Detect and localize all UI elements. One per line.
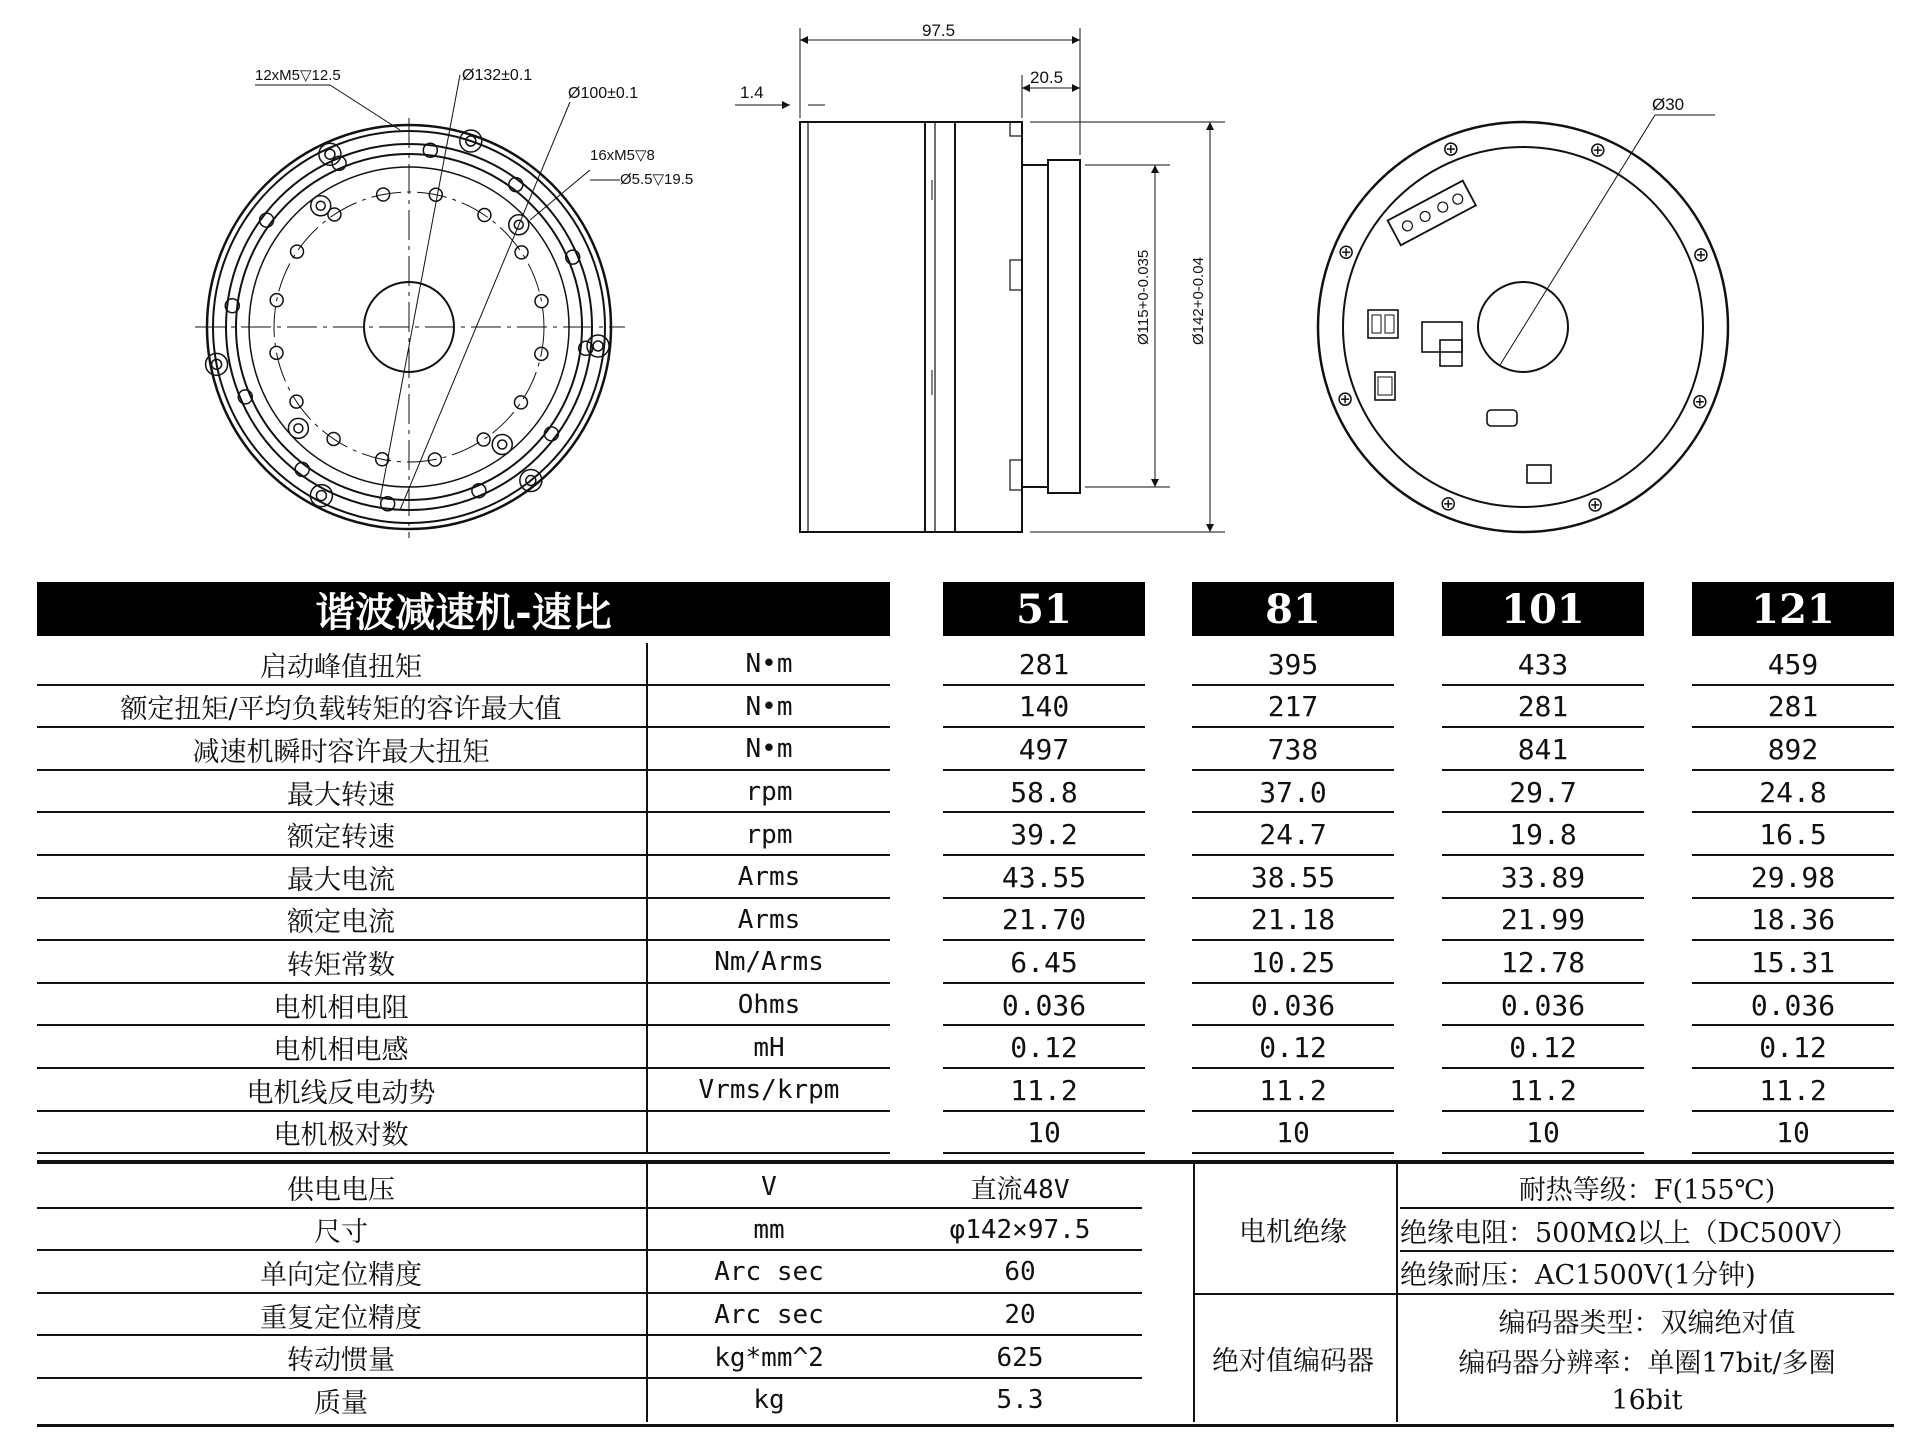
param-value: 11.2 [1010, 1073, 1078, 1107]
param-name: 电机相电感 [273, 1035, 409, 1067]
mounting-hole [509, 178, 523, 192]
param-value: 37.0 [1259, 775, 1327, 809]
param-name: 电机相电阻 [273, 992, 409, 1024]
spec-unit: Arc sec [714, 1257, 824, 1288]
param-value: 281 [1018, 647, 1070, 681]
param-unit [648, 1112, 890, 1155]
inner-hole [515, 246, 528, 259]
side-shaft-label: 20.5 [1030, 68, 1064, 87]
param-value: 19.8 [1509, 818, 1577, 852]
spec-unit: kg*mm^2 [714, 1342, 824, 1373]
param-value: 18.36 [1750, 903, 1836, 937]
param-value: 29.7 [1509, 775, 1577, 809]
param-unit: rpm [745, 777, 793, 808]
spec-value: 5.3 [996, 1385, 1044, 1416]
param-value: 0.036 [1001, 988, 1087, 1022]
param-name: 转矩常数 [287, 949, 395, 981]
column-divider [646, 1164, 648, 1422]
counterbore-hole-inner [593, 341, 603, 351]
front-view [195, 75, 625, 538]
param-value: 21.18 [1250, 903, 1336, 937]
back-view [1318, 115, 1728, 532]
param-value: 21.70 [1001, 903, 1087, 937]
row-rule [943, 1152, 1145, 1154]
param-name: 电机线反电动势 [246, 1077, 436, 1109]
param-value: 0.12 [1259, 1031, 1327, 1065]
spec-unit: Arc sec [714, 1300, 824, 1331]
back-dia-30-label: Ø30 [1652, 95, 1685, 114]
param-value: 738 [1267, 732, 1319, 766]
param-value: 24.8 [1759, 775, 1827, 809]
param-value: 0.036 [1250, 988, 1336, 1022]
param-name: 电机极对数 [273, 1120, 409, 1152]
param-value: 140 [1018, 690, 1070, 724]
param-value: 43.55 [1001, 860, 1087, 894]
insulation-label: 电机绝缘 [1239, 1217, 1347, 1248]
lower-rule [1400, 1207, 1894, 1209]
spec-name: 质量 [314, 1387, 368, 1419]
param-unit: N•m [745, 691, 793, 722]
param-unit: Arms [737, 862, 801, 893]
inner-hole [514, 396, 527, 409]
param-value: 10 [1027, 1116, 1061, 1150]
encoder-line-1: 编码器分辨率：单圈17bit/多圈 [1458, 1347, 1836, 1379]
row-rule [37, 1152, 890, 1154]
param-name: 最大转速 [287, 779, 395, 811]
param-value: 841 [1517, 732, 1569, 766]
ratio-header-1: 81 [1192, 582, 1394, 636]
param-value: 39.2 [1010, 818, 1078, 852]
insulation-line-2: 绝缘耐压：AC1500V(1分钟) [1400, 1259, 1756, 1291]
lower-rule [1400, 1250, 1894, 1252]
param-value: 6.45 [1010, 945, 1078, 979]
spec-value: 625 [996, 1342, 1044, 1373]
mounting-hole [295, 462, 309, 476]
side-view-labels [740, 21, 1207, 345]
row-rule [1442, 1152, 1644, 1154]
param-name: 额定扭矩/平均负载转矩的容许最大值 [120, 694, 562, 726]
table-bottom-rule [37, 1424, 1894, 1427]
param-unit: Arms [737, 904, 801, 935]
spec-name: 单向定位精度 [260, 1259, 422, 1291]
inner-counterbore [311, 196, 331, 216]
param-name: 额定转速 [287, 822, 395, 854]
spec-value: 60 [1004, 1257, 1036, 1288]
param-value: 33.89 [1500, 860, 1586, 894]
spec-value: 直流48V [970, 1174, 1070, 1205]
front-view-holes [206, 130, 609, 511]
inner-counterbore-core [498, 440, 507, 449]
inner-counterbore-core [294, 424, 303, 433]
param-value: 0.12 [1759, 1031, 1827, 1065]
param-value: 38.55 [1250, 860, 1336, 894]
counterbore-hole-inner [316, 491, 326, 501]
param-value: 0.036 [1750, 988, 1836, 1022]
table-title: 谐波减速机-速比 [37, 582, 890, 636]
param-unit: N•m [745, 734, 793, 765]
insulation-line-0: 耐热等级：F(155℃) [1518, 1174, 1776, 1206]
spec-unit: mm [753, 1214, 785, 1245]
front-counterbore-label: Ø5.5▽19.5 [620, 171, 694, 188]
front-thread-inner-label: 16xM5▽8 [590, 147, 655, 164]
param-value: 0.12 [1509, 1031, 1577, 1065]
param-name: 最大电流 [287, 864, 395, 896]
param-unit: Nm/Arms [714, 947, 824, 978]
param-value: 11.2 [1509, 1073, 1577, 1107]
inner-hole [291, 245, 304, 258]
mounting-hole [544, 427, 558, 441]
param-unit: Vrms/krpm [698, 1075, 840, 1106]
drawings-svg [0, 0, 1920, 560]
back-view-labels [1652, 95, 1684, 114]
front-thread-outer-label: 12xM5▽12.5 [255, 67, 341, 84]
spec-name: 尺寸 [314, 1217, 368, 1249]
param-value: 11.2 [1759, 1073, 1827, 1107]
param-value: 58.8 [1010, 775, 1078, 809]
param-value: 10 [1276, 1116, 1310, 1150]
spec-value: φ142×97.5 [949, 1214, 1091, 1245]
param-value: 281 [1767, 690, 1819, 724]
side-flange-label: 1.4 [740, 83, 764, 102]
spec-unit: V [761, 1172, 777, 1203]
encoder-label: 绝对值编码器 [1212, 1345, 1374, 1377]
inner-hole [477, 433, 490, 446]
engineering-drawings [0, 0, 1920, 560]
param-name: 减速机瞬时容许最大扭矩 [192, 736, 490, 768]
mounting-hole [260, 213, 274, 227]
side-length-label: 97.5 [922, 21, 956, 40]
inner-counterbore [492, 434, 512, 454]
param-value: 15.31 [1750, 945, 1836, 979]
param-value: 0.12 [1010, 1031, 1078, 1065]
param-unit: Ohms [737, 990, 801, 1021]
spec-name: 重复定位精度 [260, 1302, 422, 1334]
param-unit: N•m [745, 649, 793, 680]
column-divider [646, 643, 648, 1154]
param-value: 892 [1767, 732, 1819, 766]
row-rule [1692, 1152, 1894, 1154]
param-value: 459 [1767, 647, 1819, 681]
spec-unit: kg [753, 1385, 785, 1416]
spec-value: 20 [1004, 1300, 1036, 1331]
param-value: 0.036 [1500, 988, 1586, 1022]
side-dia-142-label: Ø142+0-0.04 [1190, 257, 1207, 345]
ratio-header-3: 121 [1692, 582, 1894, 636]
param-value: 497 [1018, 732, 1070, 766]
encoder-line-2: 16bit [1611, 1384, 1683, 1416]
param-value: 29.98 [1750, 860, 1836, 894]
param-value: 10 [1776, 1116, 1810, 1150]
param-value: 24.7 [1259, 818, 1327, 852]
param-value: 12.78 [1500, 945, 1586, 979]
side-dia-115-label: Ø115+0-0.035 [1135, 249, 1152, 345]
param-value: 16.5 [1759, 818, 1827, 852]
param-value: 11.2 [1259, 1073, 1327, 1107]
param-value: 395 [1267, 647, 1319, 681]
param-name: 启动峰值扭矩 [260, 651, 422, 683]
counterbore-hole-inner [325, 149, 335, 159]
param-unit: rpm [745, 819, 793, 850]
inner-counterbore-core [316, 201, 325, 210]
lower-rule [1193, 1293, 1894, 1295]
spec-name: 转动惯量 [287, 1345, 395, 1377]
row-rule [1192, 1152, 1394, 1154]
ratio-header-0: 51 [943, 582, 1145, 636]
front-dia-132-label: Ø132±0.1 [462, 67, 533, 84]
table-divider [37, 1160, 1894, 1164]
inner-counterbore [288, 418, 308, 438]
param-value: 10.25 [1250, 945, 1336, 979]
param-unit: mH [753, 1032, 785, 1063]
param-value: 21.99 [1500, 903, 1586, 937]
param-value: 281 [1517, 690, 1569, 724]
param-value: 10 [1526, 1116, 1560, 1150]
insulation-line-1: 绝缘电阻：500MΩ以上（DC500V） [1400, 1217, 1858, 1249]
encoder-line-0: 编码器类型：双编绝对值 [1498, 1307, 1796, 1339]
param-value: 217 [1267, 690, 1319, 724]
ratio-header-2: 101 [1442, 582, 1644, 636]
param-name: 额定电流 [287, 907, 395, 939]
param-value: 433 [1517, 647, 1569, 681]
spec-name: 供电电压 [287, 1174, 395, 1206]
front-dia-100-label: Ø100±0.1 [568, 85, 639, 102]
